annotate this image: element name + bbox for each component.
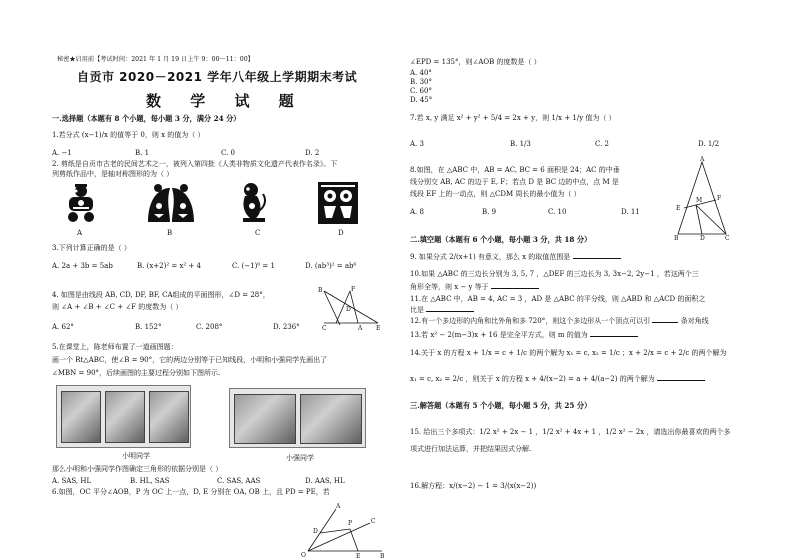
q5-option-b: B. HL, SAS	[130, 477, 170, 485]
papercut-b-image	[144, 182, 198, 224]
q9-answer-blank[interactable]	[573, 252, 621, 259]
q1-option-a: A. −1	[52, 149, 72, 157]
q6-label-e: E	[356, 553, 361, 560]
q4-label-d: D	[346, 306, 351, 313]
subject-title: 数 学 试 题	[146, 92, 306, 110]
q6-stem: 6.如图，OC 平分∠AOB，P 为 OC 上一点，D, E 分别在 OA, OB 上，且 PD = PE，若	[52, 488, 330, 496]
q13-answer-blank[interactable]	[590, 330, 638, 337]
q9-stem	[410, 252, 621, 262]
q4-label-c: C	[322, 325, 327, 332]
q8-label-b: B	[674, 235, 679, 242]
q4-figure	[318, 285, 382, 331]
secret-line: 秘密★启用前【考试时间：2021 年 1 月 19 日上午 9：00～11：00】	[57, 56, 254, 63]
q14-answer-blank[interactable]	[657, 374, 705, 381]
papercut-c-image	[237, 182, 269, 224]
q6-option-a: A. 40°	[410, 69, 432, 77]
q5-option-d: D. AAS, HL	[305, 477, 345, 485]
q6-label-a: A	[336, 503, 341, 510]
q5-option-a: A. SAS, HL	[52, 477, 92, 485]
q15-stem-line1: 15. 给出三个多项式：1/2 x² + 2x − 1 ，1/2 x² + 4x + 1 ，1/2 x² − 2x ，请选出你最喜欢的两个多	[410, 428, 731, 436]
exam-title: 自贡市 2020－2021 学年八年级上学期期末考试	[77, 70, 358, 84]
section1-heading: 一.选择题（本题有 8 个小题，每小题 3 分，满分 24 分）	[52, 114, 241, 123]
q8-label-m: M	[696, 197, 703, 204]
q1-stem: 1.若分式 (x−1)/x 的值等于 0，则 x 的值为（ ）	[52, 131, 205, 139]
q6-figure	[300, 503, 386, 560]
q14-text: x₁ = c, x₂ = 2/c ，则关于 x 的方程 x + 4/(x−2) = a + 4/(a−2) 的两个解为	[410, 375, 655, 383]
q8-label-f: F	[717, 195, 722, 202]
q8-stem-line2: 线分别交 AB, AC 的边于 E, F；若点 D 是 BC 边的中点，点 M 是	[410, 178, 619, 186]
q7-option-c: C. 2	[595, 140, 610, 148]
q4-stem-line2: 则 ∠A + ∠B + ∠C + ∠F 的度数为（ ）	[52, 303, 183, 311]
q6-continuation: ∠EPD = 135°，则∠AOB 的度数是（ ）	[410, 58, 541, 66]
q6-label-o: O	[301, 552, 306, 559]
q3-option-a: A. 2a + 3b = 5ab	[52, 262, 113, 270]
q5-caption-xiaoqiang: 小强同学	[286, 454, 314, 462]
q15-stem-line2: 项式进行加法运算，并把结果因式分解.	[410, 445, 532, 453]
q6-label-p: P	[348, 520, 353, 527]
q5-stem-line2: 画一个 Rt△ABC，使∠B = 90°，它的两边分别等于已知线段，小明和小强同学先画出了	[52, 356, 328, 364]
q10-stem-line1: 10.如果 △ABC 的三边长分别为 3, 5, 7 ，△DEF 的三边长为 3, 3x−2, 2y−1 ，若这两个三	[410, 270, 699, 278]
q13-text: 13.若 x² − 2(m−3)x + 16 是完全平方式，则 m 的值为	[410, 331, 588, 339]
q4-option-b: B. 152°	[135, 323, 162, 331]
q5-xiaoming-figure	[56, 385, 191, 448]
q2-label-d: D	[338, 229, 344, 237]
right-column	[400, 0, 794, 560]
q13-stem	[410, 330, 638, 340]
q9-text: 9. 如果分式 2/(x+1) 有意义，那么 x 的取值范围是	[410, 253, 571, 261]
q16-stem: 16.解方程：x/(x−2) − 1 = 3/(x(x−2))	[410, 482, 537, 490]
q1-option-c: C. 0	[221, 149, 236, 157]
q8-stem-line3: 线段 EF 上的一动点，则 △CDM 周长的最小值为（ ）	[410, 190, 581, 198]
q8-label-a: A	[700, 156, 705, 163]
q7-option-a: A. 3	[410, 140, 424, 148]
section3-heading: 三.解答题（本题有 5 个小题，每小题 5 分，共 25 分）	[410, 401, 592, 410]
q5-stem-line3: ∠MBN = 90°，后续画图的主要过程分别如下图所示.	[52, 369, 221, 377]
section2-heading: 二.填空题（本题有 6 个小题，每小题 3 分，共 18 分）	[410, 235, 592, 244]
q2-stem-line1: 2. 剪纸是自贡市古老的民间艺术之一，被列入第四批《人类非物质文化遗产代表作名录》。下	[52, 160, 338, 168]
q7-stem: 7.若 x, y 满足 x² + y² + 5/4 = 2x + y，则 1/x + 1/y 值为（ ）	[410, 114, 616, 122]
q5-xiaoqiang-figure	[229, 388, 366, 448]
q7-option-d: D. 1/2	[698, 140, 720, 148]
q4-label-e: E	[376, 325, 381, 332]
q12-tail: 条对角线	[680, 317, 709, 325]
q2-label-a: A	[77, 229, 83, 237]
q8-option-b: B. 9	[482, 208, 497, 216]
q7-option-b: B. 1/3	[510, 140, 531, 148]
q12-text: 12.有一个多边形的内角和比外角和多 720°，则这个多边形从一个顶点可以引	[410, 317, 651, 325]
q2-label-b: B	[167, 229, 173, 237]
q5-option-c: C. SAS, AAS	[217, 477, 261, 485]
q11-stem-line2	[410, 305, 474, 315]
q4-label-a: A	[358, 325, 363, 332]
q8-label-c: C	[725, 235, 730, 242]
q10-text: 角形全等，则 x − y 等于	[410, 283, 489, 291]
q8-label-d: D	[700, 235, 705, 242]
q3-option-d: D. (ab³)² = ab⁶	[305, 262, 357, 270]
q14-stem-line2	[410, 374, 705, 384]
q4-option-d: D. 236°	[273, 323, 300, 331]
q1-option-d: D. 2	[305, 149, 320, 157]
q6-option-b: B. 30°	[410, 78, 433, 86]
q3-stem: 3.下列计算正确的是（ ）	[52, 244, 131, 252]
q2-stem-line2: 列剪纸作品中，是轴对称图形的为（ ）	[52, 170, 174, 178]
q6-label-d: D	[313, 528, 318, 535]
papercut-d-image	[318, 182, 358, 224]
q6-option-c: C. 60°	[410, 87, 432, 95]
papercut-a-image	[64, 182, 98, 224]
q3-option-b: B. (x+2)² = x² + 4	[137, 262, 201, 270]
q12-answer-blank[interactable]	[652, 316, 678, 323]
q11-text: 比是	[410, 306, 424, 314]
q8-option-c: C. 10	[548, 208, 567, 216]
q8-label-e: E	[676, 205, 681, 212]
q3-option-c: C. (−1)⁰ = 1	[232, 262, 275, 270]
q4-stem-line1: 4. 如图是由线段 AB, CD, DF, BF, CA组成的平面图形，∠D = 28°，	[52, 291, 270, 299]
q11-answer-blank[interactable]	[426, 305, 474, 312]
q4-option-a: A. 62°	[52, 323, 74, 331]
q8-figure	[670, 158, 734, 240]
q2-label-c: C	[255, 229, 261, 237]
q11-stem-line1: 11.在 △ABC 中，AB = 4, AC = 3 ，AD 是 △ABC 的平分线，则 △ABD 和 △ACD 的面积之	[410, 295, 706, 303]
q5-question: 那么小明和小强同学作图确定三角形的依据分别是（ ）	[52, 465, 223, 473]
q4-option-c: C. 208°	[196, 323, 223, 331]
q10-stem-line2	[410, 282, 539, 292]
q8-option-d: D. 11	[621, 208, 640, 216]
q12-stem	[410, 316, 709, 326]
q4-label-f: F	[351, 286, 356, 293]
q1-option-b: B. 1	[135, 149, 150, 157]
q10-answer-blank[interactable]	[491, 282, 539, 289]
q6-option-d: D. 45°	[410, 96, 433, 104]
q5-stem-line1: 5.在课堂上，陈老师布置了一道画图题：	[52, 343, 178, 351]
q8-option-a: A. 8	[410, 208, 424, 216]
q5-caption-xiaoming: 小明同学	[122, 452, 150, 460]
q6-label-c: C	[371, 518, 376, 525]
q8-stem-line1: 8.如图，在 △ABC 中，AB = AC, BC = 6 面积是 24；AC 的中垂	[410, 166, 620, 174]
q14-stem-line1: 14.关于 x 的方程 x + 1/x = c + 1/c 的两个解为 x₁ = c, x₂ = 1/c ；x + 2/x = c + 2/c 的两个解为	[410, 349, 727, 357]
q4-label-b: B	[318, 287, 323, 294]
q6-label-b: B	[380, 553, 385, 560]
